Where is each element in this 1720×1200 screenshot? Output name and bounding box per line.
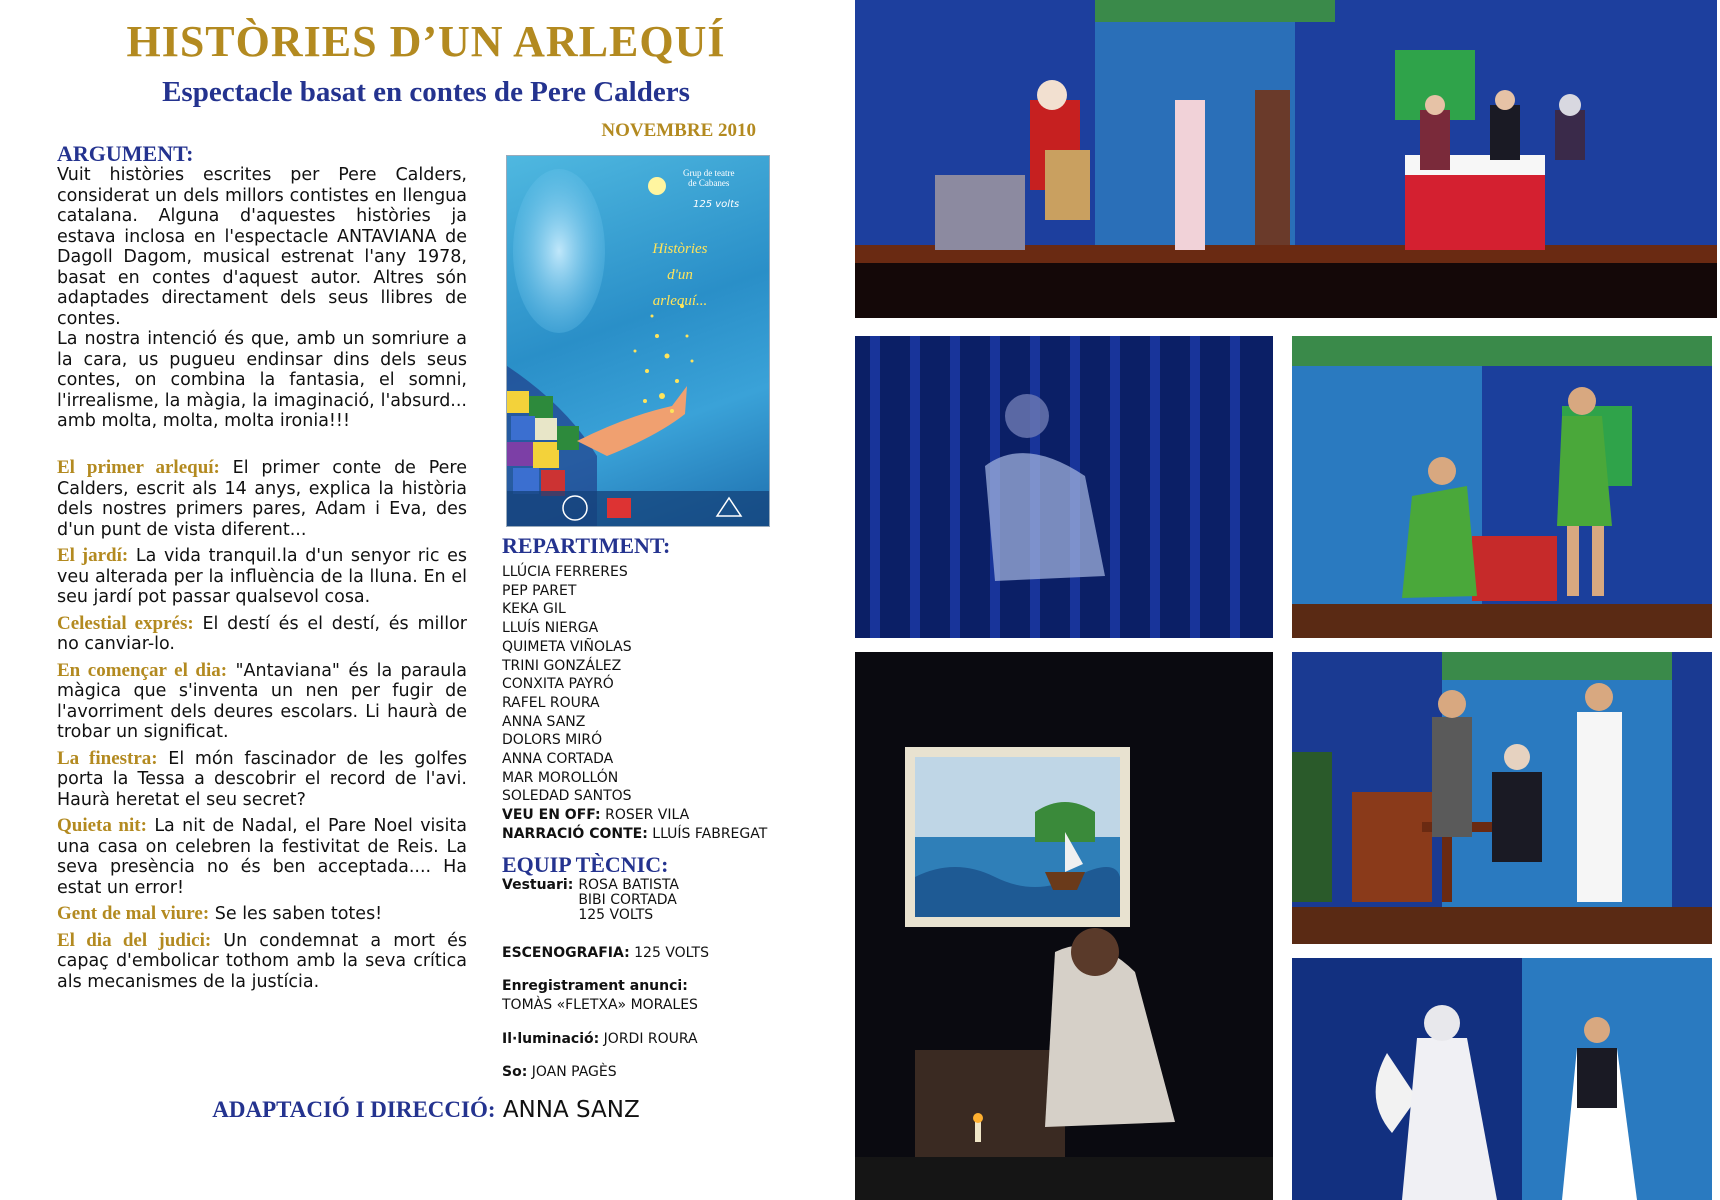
story-text: El primer conte de Pere Calders, escrit als 14 anys, explica la història dels nostres primers pares, Adam i Eva, des d'un punt de vista diferent... [57,458,467,540]
tech-heading: EQUIP TÈCNIC: [502,851,669,877]
argument-section [57,143,467,432]
story-item [57,904,467,925]
photo-angel-scene [1292,958,1712,1200]
cast-section [502,535,802,1082]
story-text: Un condemnat a mort és capaç d'embolicar tothom amb la seva crítica als mecanismes de la justícia. [57,930,467,992]
right-page-photos [852,0,1720,1200]
poster-title: Històries d'un arlequí... [652,241,708,309]
cast-member: QUIMETA VIÑOLAS [502,638,632,655]
poster-artwork [507,156,769,526]
argument-paragraph-1: Vuit històries escrites per Pere Calders, considerat un dels millors contistes en llengua catalana. Alguna d'aquestes històries ja estava inclosa en l'espectacle ANTAVIANA de Dagoll Dagom, musical estrenat l'any 1978, basat en contes d'aquest autor. Altres són adaptades directament dels seus llibres de contes. [57,165,467,329]
voice-off-credit: VEU EN OFF: ROSER VILA [502,807,690,824]
photo-adam-eva [1292,336,1712,638]
recording-credit: Enregistrament anunci: TOMÀS «FLETXA» MORALES [502,978,698,1013]
story-item [57,546,467,608]
lighting-credit: Il·luminació: JORDI ROURA [502,1030,698,1047]
director-name: ANNA SANZ [502,1097,640,1123]
poster-company: 125 volts [693,199,740,210]
argument-heading: ARGUMENT: [57,141,194,166]
photo-window-scene [855,652,1273,1200]
story-item [57,458,467,540]
cast-member: LLÚCIA FERRERES [502,564,628,580]
tech-section [502,851,802,1083]
bulb-icon [648,177,666,195]
photo-curtain-figure [855,336,1273,638]
story-name: Gent de mal viure: [57,903,210,924]
poster-group: Grup de teatre de Cabanes [683,168,735,188]
story-text: La vida tranquil.la d'un senyor ric es veu alterada per la influència de la lluna. En el seu jardí pot passar qualsevol cosa. [57,546,467,607]
story-item [57,931,467,993]
left-page [0,0,852,1200]
cast-member: SOLEDAD SANTOS [502,788,632,805]
story-name: Celestial exprés: [57,612,194,634]
story-name: Quieta nit: [57,815,147,836]
story-text: El món fascinador de les golfes porta la Tessa a descobrir el record de l'avi. Haurà heretat el seu secret? [57,748,467,810]
narration-credit: NARRACIÓ CONTE: LLUÍS FABREGAT [502,825,768,842]
cast-heading: REPARTIMENT: [502,533,671,558]
story-text: "Antaviana" és la paraula màgica que s'inventa un nen per fugir de l'avorriment dels deures escolars. Li haurà de trobar un significat. [57,660,467,742]
story-name: La finestra: [57,747,158,769]
story-name: El dia del judici: [57,929,212,951]
cast-member: RAFEL ROURA [502,694,600,711]
sound-credit: So: JOAN PAGÈS [502,1064,617,1081]
poster-mirror-oval [513,169,605,333]
cast-member: LLUÍS NIERGA [502,620,599,637]
story-item [57,749,467,811]
story-name: En començar el dia: [57,659,228,681]
story-text: Se les saben totes! [214,904,383,924]
story-item [57,816,467,898]
page-title: HISTÒRIES D’UN ARLEQUÍ [126,17,726,66]
page-subtitle: Espectacle basat en contes de Pere Calders [162,76,690,108]
argument-paragraph-2: La nostra intenció és que, amb un somriure a la cara, us pugueu endinsar dins dels seus contes, on combina la fantasia, el somni, l'irrealisme, la màgia, la imaginació, l'absurd... amb molta, molta, molta ironia!!! [57,329,467,431]
direction-credit [0,1097,852,1123]
cast-member: PEP PARET [502,582,577,599]
performance-date: NOVEMBRE 2010 [601,120,756,141]
cast-member: DOLORS MIRÓ [502,732,603,749]
story-item [57,661,467,743]
cast-member: ANNA SANZ [502,713,586,730]
poster-hand [577,386,687,456]
cast-member: MAR MOROLLÓN [502,769,619,786]
set-design-credit: ESCENOGRAFIA: 125 VOLTS [502,944,709,961]
cast-member: KEKA GIL [502,601,566,618]
story-text: La nit de Nadal, el Pare Noel visita una casa on celebren la festivitat de Reis. La seva presència no és ben acceptada.... Ha estat un error! [57,816,467,898]
photo-table-scene [1292,652,1712,944]
story-item [57,614,467,655]
story-name: El jardí: [57,545,129,566]
photo-stage-quieta-nit [855,0,1717,318]
costumes-credit: Vestuari: ROSA BATISTA BIBI CORTADA 125 VOLTS [502,876,679,923]
cast-member: ANNA CORTADA [502,751,614,768]
cast-member: TRINI GONZÁLEZ [502,657,622,674]
story-text: El destí és el destí, és millor no canviar-lo. [57,613,467,654]
stories-list [57,458,467,998]
show-poster [506,155,770,527]
cast-member: CONXITA PAYRÓ [502,676,614,693]
story-name: El primer arlequí: [57,457,220,478]
direction-label: ADAPTACIÓ I DIRECCIÓ: [212,1097,496,1122]
